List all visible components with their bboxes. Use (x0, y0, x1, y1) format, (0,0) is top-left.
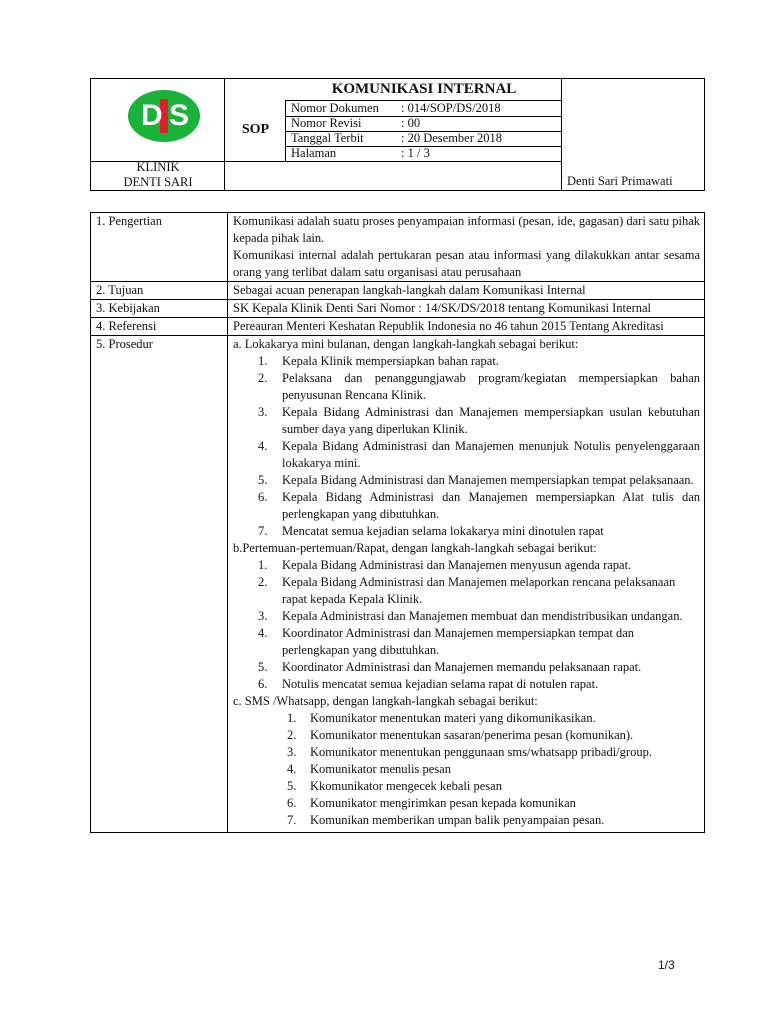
list-item: 1. Komunikator menentukan materi yang dikomunikasikan. (287, 711, 596, 725)
list-item: 2. Komunikator menentukan sasaran/penerima pesan (komunikan). (287, 728, 634, 742)
clinic-logo (91, 79, 225, 159)
document-title: KOMUNIKASI INTERNAL (331, 81, 517, 97)
list-item: 5. Kepala Bidang Administrasi dan Manajemen mempersiapkan tempat pelaksanaan. (258, 473, 694, 487)
list-item: 2. Kepala Bidang Administrasi dan Manajemen melaporkan rencana pelaksanaan rapat kepada Kepala Klinik. (258, 575, 676, 606)
logo-letter-s: S (169, 99, 190, 132)
sop-label: SOP (241, 122, 270, 137)
row-pengertian (91, 213, 705, 282)
row-prosedur (91, 336, 705, 833)
content-tujuan: Sebagai acuan penerapan langkah-langkah dalam Komunikasi Internal (228, 282, 705, 300)
list-item: 7. Mencatat semua kejadian selama lokakarya mini dinotulen rapat (258, 524, 604, 538)
list-item: 5. Kkomunikator mengecek kebali pesan (287, 779, 502, 793)
content-prosedur (228, 336, 705, 833)
list-item: 1. Kepala Klinik mempersiapkan bahan rapat. (258, 354, 499, 368)
content-pengertian (228, 213, 705, 282)
sop-content-table (90, 212, 705, 833)
list-item: 4. Komunikator menulis pesan (287, 762, 451, 776)
content-kebijakan: SK Kepala Klinik Denti Sari Nomor : 14/SK/DS/2018 tentang Komunikasi Internal (228, 300, 705, 318)
logo-letter-d: D (141, 99, 163, 132)
meta-label-tanggal-terbit: Tanggal Terbit (291, 131, 364, 145)
meta-value-nomor-dokumen: : 014/SOP/DS/2018 (401, 101, 501, 115)
row-tujuan (91, 282, 705, 300)
prosedur-a-list (233, 353, 700, 540)
label-pengertian: 1. Pengertian (91, 213, 228, 282)
list-item: 6. Kepala Bidang Administrasi dan Manajemen mempersiapkan Alat tulis dan perlengkapan yang dibutuhkan. (258, 490, 700, 521)
meta-label-halaman: Halaman (291, 146, 337, 160)
document-header (90, 78, 705, 191)
prosedur-b-heading: b.Pertemuan-pertemuan/Rapat, dengan langkah-langkah sebagai berikut: (233, 541, 597, 555)
list-item: 4. Koordinator Administrasi dan Manajemen mempersiapkan tempat dan perlengkapan yang dibutuhkan. (258, 626, 634, 657)
prosedur-a-heading: a. Lokakarya mini bulanan, dengan langkah-langkah sebagai berikut: (233, 337, 579, 351)
meta-value-tanggal-terbit: : 20 Desember 2018 (401, 131, 503, 145)
list-item: 6. Notulis mencatat semua kejadian selama rapat di notulen rapat. (258, 677, 599, 691)
list-item: 5. Koordinator Administrasi dan Manajemen memandu pelaksanaan rapat. (258, 660, 642, 674)
label-tujuan: 2. Tujuan (91, 282, 228, 300)
pengertian-line-1: Komunikasi adalah suatu proses penyampaian informasi (pesan, ide, gagasan) dari satu pihak kepada pihak lain. (233, 214, 700, 245)
list-item: 2. Pelaksana dan penanggungjawab program/kegiatan mempersiapkan bahan penyusunan Rencana Klinik. (258, 371, 700, 402)
list-item: 1. Kepala Bidang Administrasi dan Manajemen menyusun agenda rapat. (258, 558, 632, 572)
clinic-name: KLINIK DENTI SARI (123, 160, 193, 189)
list-item: 7. Komunikan memberikan umpan balik penyampaian pesan. (287, 813, 605, 827)
label-kebijakan: 3. Kebijakan (91, 300, 228, 318)
page-number: 1/3 (658, 958, 675, 972)
label-prosedur: 5. Prosedur (91, 336, 228, 833)
meta-value-halaman: : 1 / 3 (401, 146, 430, 160)
pengertian-line-2: Komunikasi internal adalah pertukaran pesan atau informasi yang dilakukkan antar sesama orang yang terlibat dalam satu organisasi atau perusahaan (233, 248, 700, 279)
list-item: 3. Komunikator menentukan penggunaan sms/whatsapp pribadi/group. (287, 745, 652, 759)
meta-label-nomor-dokumen: Nomor Dokumen (291, 101, 379, 115)
label-referensi: 4. Referensi (91, 318, 228, 336)
prosedur-c-heading: c. SMS /Whatsapp, dengan langkah-langkah sebagai berikut: (233, 694, 538, 708)
row-referensi (91, 318, 705, 336)
list-item: 4. Kepala Bidang Administrasi dan Manajemen menunjuk Notulis penyelenggaraan lokakarya mini. (258, 439, 700, 470)
list-item: 3. Kepala Administrasi dan Manajemen membuat dan mendistribusikan undangan. (258, 609, 683, 623)
list-item: 6. Komunikator mengirimkan pesan kepada komunikan (287, 796, 576, 810)
meta-value-nomor-revisi: : 00 (401, 116, 421, 130)
content-referensi: Pereauran Menteri Keshatan Republik Indonesia no 46 tahun 2015 Tentang Akreditasi (228, 318, 705, 336)
prosedur-b-list (233, 557, 700, 693)
row-kebijakan (91, 300, 705, 318)
prosedur-c-list (233, 710, 700, 829)
meta-label-nomor-revisi: Nomor Revisi (291, 116, 362, 130)
list-item: 3. Kepala Bidang Administrasi dan Manajemen mempersiapkan usulan kebutuhan sumber daya yang diperlukan Klinik. (258, 405, 700, 436)
signer-name: Denti Sari Primawati (567, 174, 673, 188)
